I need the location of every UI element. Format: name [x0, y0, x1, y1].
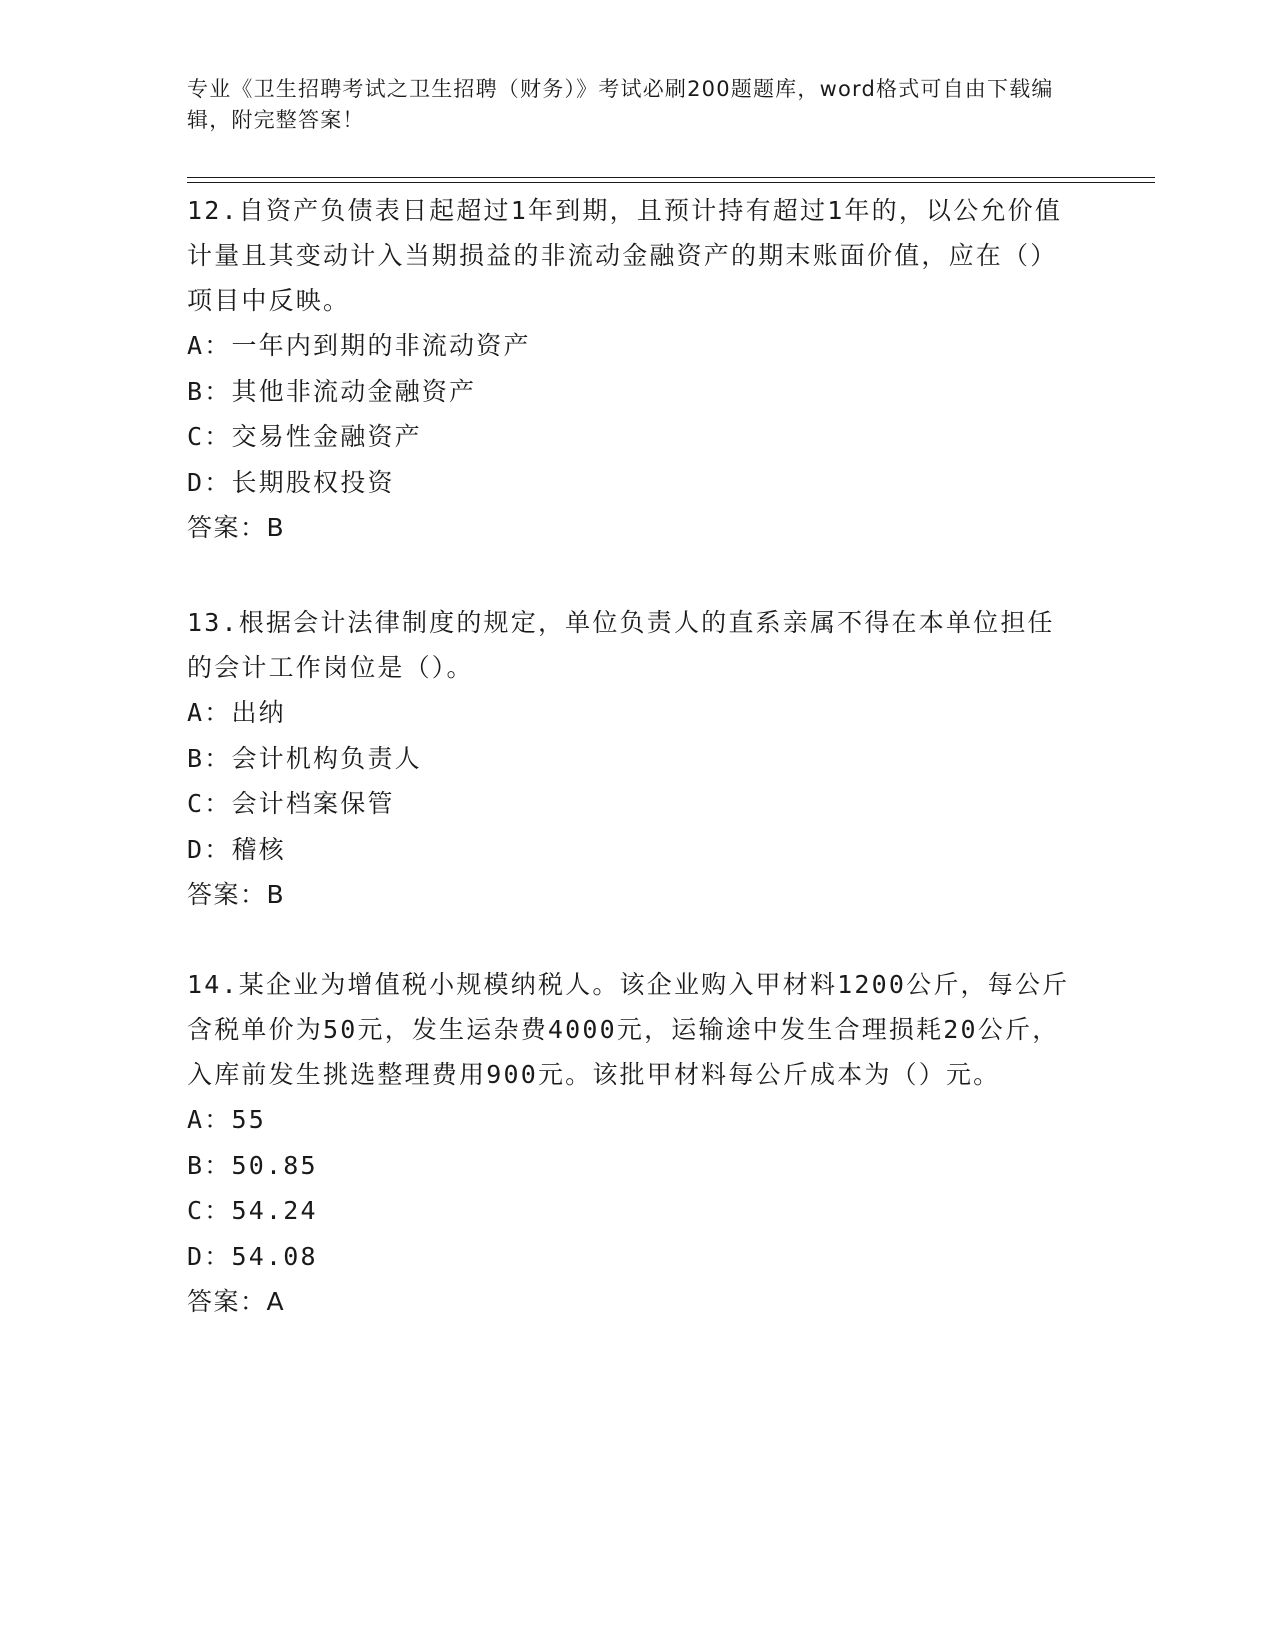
question-stem: 12.自资产负债表日起超过1年到期，且预计持有超过1年的，以公允价值计量且其变动计入当期损益的非流动金融资产的期末账面价值，应在（）项目中反映。 — [187, 196, 1063, 315]
option-b: B：50.85 — [187, 1150, 318, 1180]
option-c: C：会计档案保管 — [187, 789, 395, 818]
option-a: A：55 — [187, 1105, 266, 1134]
answer: 答案：A — [187, 1287, 286, 1316]
option-a: A：出纳 — [187, 698, 286, 727]
header-divider-top — [187, 177, 1155, 178]
option-b: B：其他非流动金融资产 — [187, 376, 477, 406]
option-a: A：一年内到期的非流动资产 — [187, 331, 531, 360]
answer: 答案：B — [187, 880, 286, 909]
option-b: B：会计机构负责人 — [187, 743, 422, 773]
option-c: C：54.24 — [187, 1196, 318, 1225]
option-d: D：长期股权投资 — [187, 467, 395, 497]
header-divider-bottom — [187, 182, 1155, 183]
option-d: D：稽核 — [187, 834, 286, 864]
option-d: D：54.08 — [187, 1241, 318, 1271]
question-14 — [187, 962, 1077, 1324]
document-header: 专业《卫生招聘考试之卫生招聘（财务）》考试必刷200题题库，word格式可自由下载编辑，附完整答案！ — [187, 77, 1054, 132]
question-12 — [187, 188, 1077, 550]
option-c: C：交易性金融资产 — [187, 422, 422, 451]
question-stem: 13.根据会计法律制度的规定，单位负责人的直系亲属不得在本单位担任的会计工作岗位是（）。 — [187, 608, 1055, 682]
answer: 答案：B — [187, 513, 286, 542]
question-stem: 14.某企业为增值税小规模纳税人。该企业购入甲材料1200公斤，每公斤含税单价为50元，发生运杂费4000元，运输途中发生合理损耗20公斤，入库前发生挑选整理费用900元。该批甲材料每公斤成本为（）元。 — [187, 970, 1070, 1089]
question-13 — [187, 600, 1077, 917]
